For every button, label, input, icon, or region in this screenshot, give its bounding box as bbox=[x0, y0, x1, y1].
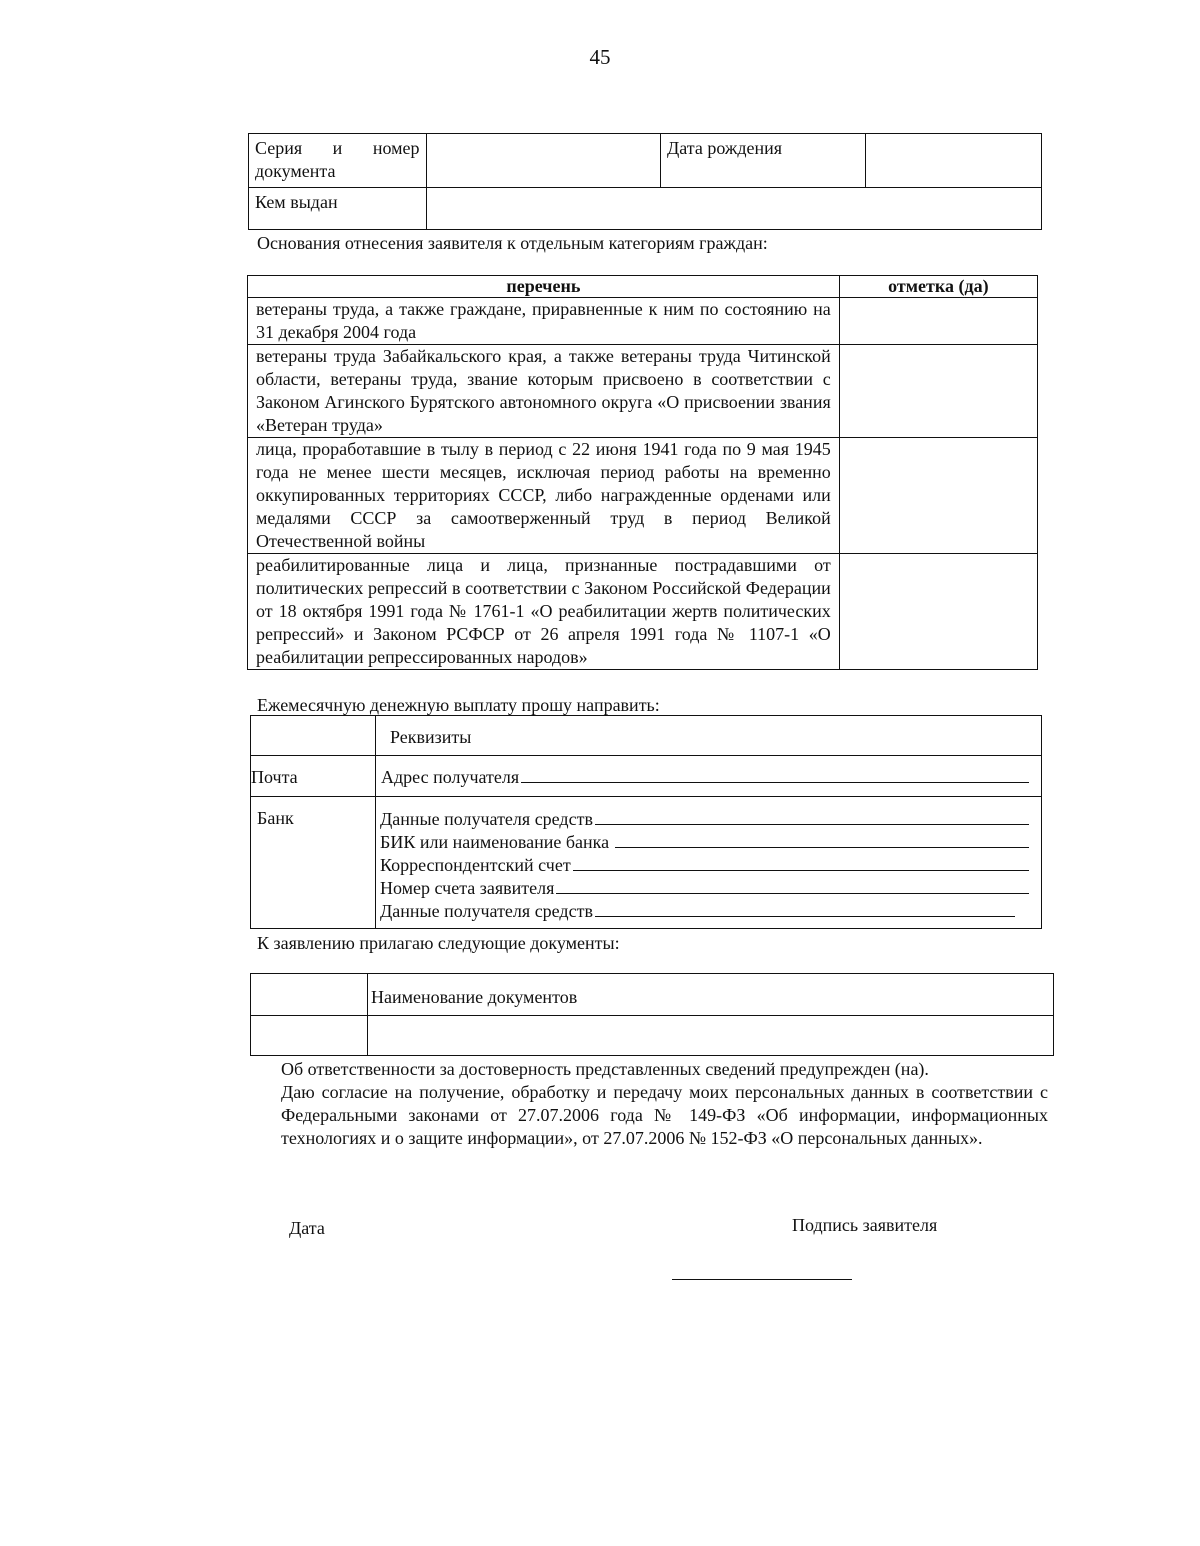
bank-recipient-field-2[interactable] bbox=[380, 900, 1029, 923]
attachments-heading: К заявлению прилагаю следующие документы: bbox=[257, 933, 620, 953]
series-value-cell[interactable] bbox=[426, 134, 660, 188]
bank-field-line bbox=[595, 809, 1029, 825]
issued-by-label: Кем выдан bbox=[249, 187, 427, 229]
series-label: Серия и номер документа bbox=[249, 134, 427, 188]
bank-field-label: Данные получателя средств bbox=[380, 901, 593, 921]
signature-line[interactable] bbox=[672, 1279, 852, 1280]
bank-account-field[interactable] bbox=[380, 877, 1029, 900]
categories-table bbox=[247, 275, 1038, 670]
category-mark-2[interactable] bbox=[839, 345, 1037, 438]
bank-field-line bbox=[615, 832, 1029, 848]
category-row-2: ветераны труда Забайкальского края, а также ветераны труда Читинской области, ветераны труда, звание которым присвоено в соответствии с Законом Агинского Бурятского автономного округа «О присвоении звания «Ветеран труда» bbox=[248, 345, 840, 438]
issued-by-value-cell[interactable] bbox=[426, 187, 1041, 229]
page-number: 45 bbox=[589, 45, 611, 69]
consent-text: Даю согласие на получение, обработку и передачу моих персональных данных в соответствии с Федеральными законами от 27.07.2006 года № 149-ФЗ «Об информации, информационных технологиях и о защите информации», от 27.07.2006 № 152-ФЗ «О персональных данных». bbox=[281, 1082, 1048, 1148]
category-mark-4[interactable] bbox=[839, 554, 1037, 670]
bank-field-label: Корреспондентский счет bbox=[380, 855, 571, 875]
signature-label: Подпись заявителя bbox=[792, 1215, 938, 1235]
post-address-line bbox=[521, 767, 1029, 783]
attachment-number-cell[interactable] bbox=[251, 1016, 368, 1056]
bank-bik-field[interactable] bbox=[380, 831, 1029, 854]
list-header: перечень bbox=[248, 276, 840, 298]
payment-empty-header bbox=[251, 716, 376, 756]
payment-table bbox=[250, 715, 1042, 929]
bank-field-line bbox=[573, 855, 1029, 871]
birth-date-label: Дата рождения bbox=[660, 134, 865, 188]
attachments-header: Наименование документов bbox=[368, 974, 1054, 1016]
identity-table bbox=[248, 133, 1042, 230]
attachment-name-cell[interactable] bbox=[368, 1016, 1054, 1056]
post-address-label: Адрес получателя bbox=[381, 767, 520, 787]
category-row-4: реабилитированные лица и лица, признанные пострадавшими от политических репрессий в соответствии с Законом Российской Федерации от 18 октября 1991 года № 1761-1 «О реабилитации жертв политических репрессий» и Законом РСФСР от 26 апреля 1991 года № 1107-1 «О реабилитации репрессированных народов» bbox=[248, 554, 840, 670]
category-row-3: лица, проработавшие в тылу в период с 22 июня 1941 года по 9 мая 1945 года не менее шести месяцев, исключая период работы на временно оккупированных территориях СССР, либо награжденные орденами или медалями СССР за самоотверженный труд в период Великой Отечественной войны bbox=[248, 438, 840, 554]
bank-field-line bbox=[556, 878, 1029, 894]
bank-label: Банк bbox=[251, 797, 376, 929]
bank-recipient-field[interactable] bbox=[380, 808, 1029, 831]
birth-date-value-cell[interactable] bbox=[866, 134, 1042, 188]
bank-field-label: Данные получателя средств bbox=[380, 809, 593, 829]
responsibility-note: Об ответственности за достоверность представленных сведений предупрежден (на). bbox=[281, 1059, 929, 1079]
bank-field-label: БИК или наименование банка bbox=[380, 832, 610, 852]
attachments-empty-header bbox=[251, 974, 368, 1016]
category-mark-1[interactable] bbox=[839, 298, 1037, 345]
requisites-header: Реквизиты bbox=[376, 716, 1042, 756]
grounds-heading: Основания отнесения заявителя к отдельным категориям граждан: bbox=[257, 233, 768, 253]
post-label: Почта bbox=[251, 756, 376, 797]
date-label: Дата bbox=[289, 1218, 325, 1238]
bank-corr-account-field[interactable] bbox=[380, 854, 1029, 877]
payment-heading: Ежемесячную денежную выплату прошу направить: bbox=[257, 695, 660, 715]
attachments-table bbox=[250, 973, 1054, 1056]
mark-header: отметка (да) bbox=[839, 276, 1037, 298]
bank-field-label: Номер счета заявителя bbox=[380, 878, 555, 898]
category-mark-3[interactable] bbox=[839, 438, 1037, 554]
post-address-field[interactable] bbox=[381, 766, 1029, 789]
category-row-1: ветераны труда, а также граждане, приравненные к ним по состоянию на 31 декабря 2004 года bbox=[248, 298, 840, 345]
bank-field-line bbox=[595, 901, 1015, 917]
